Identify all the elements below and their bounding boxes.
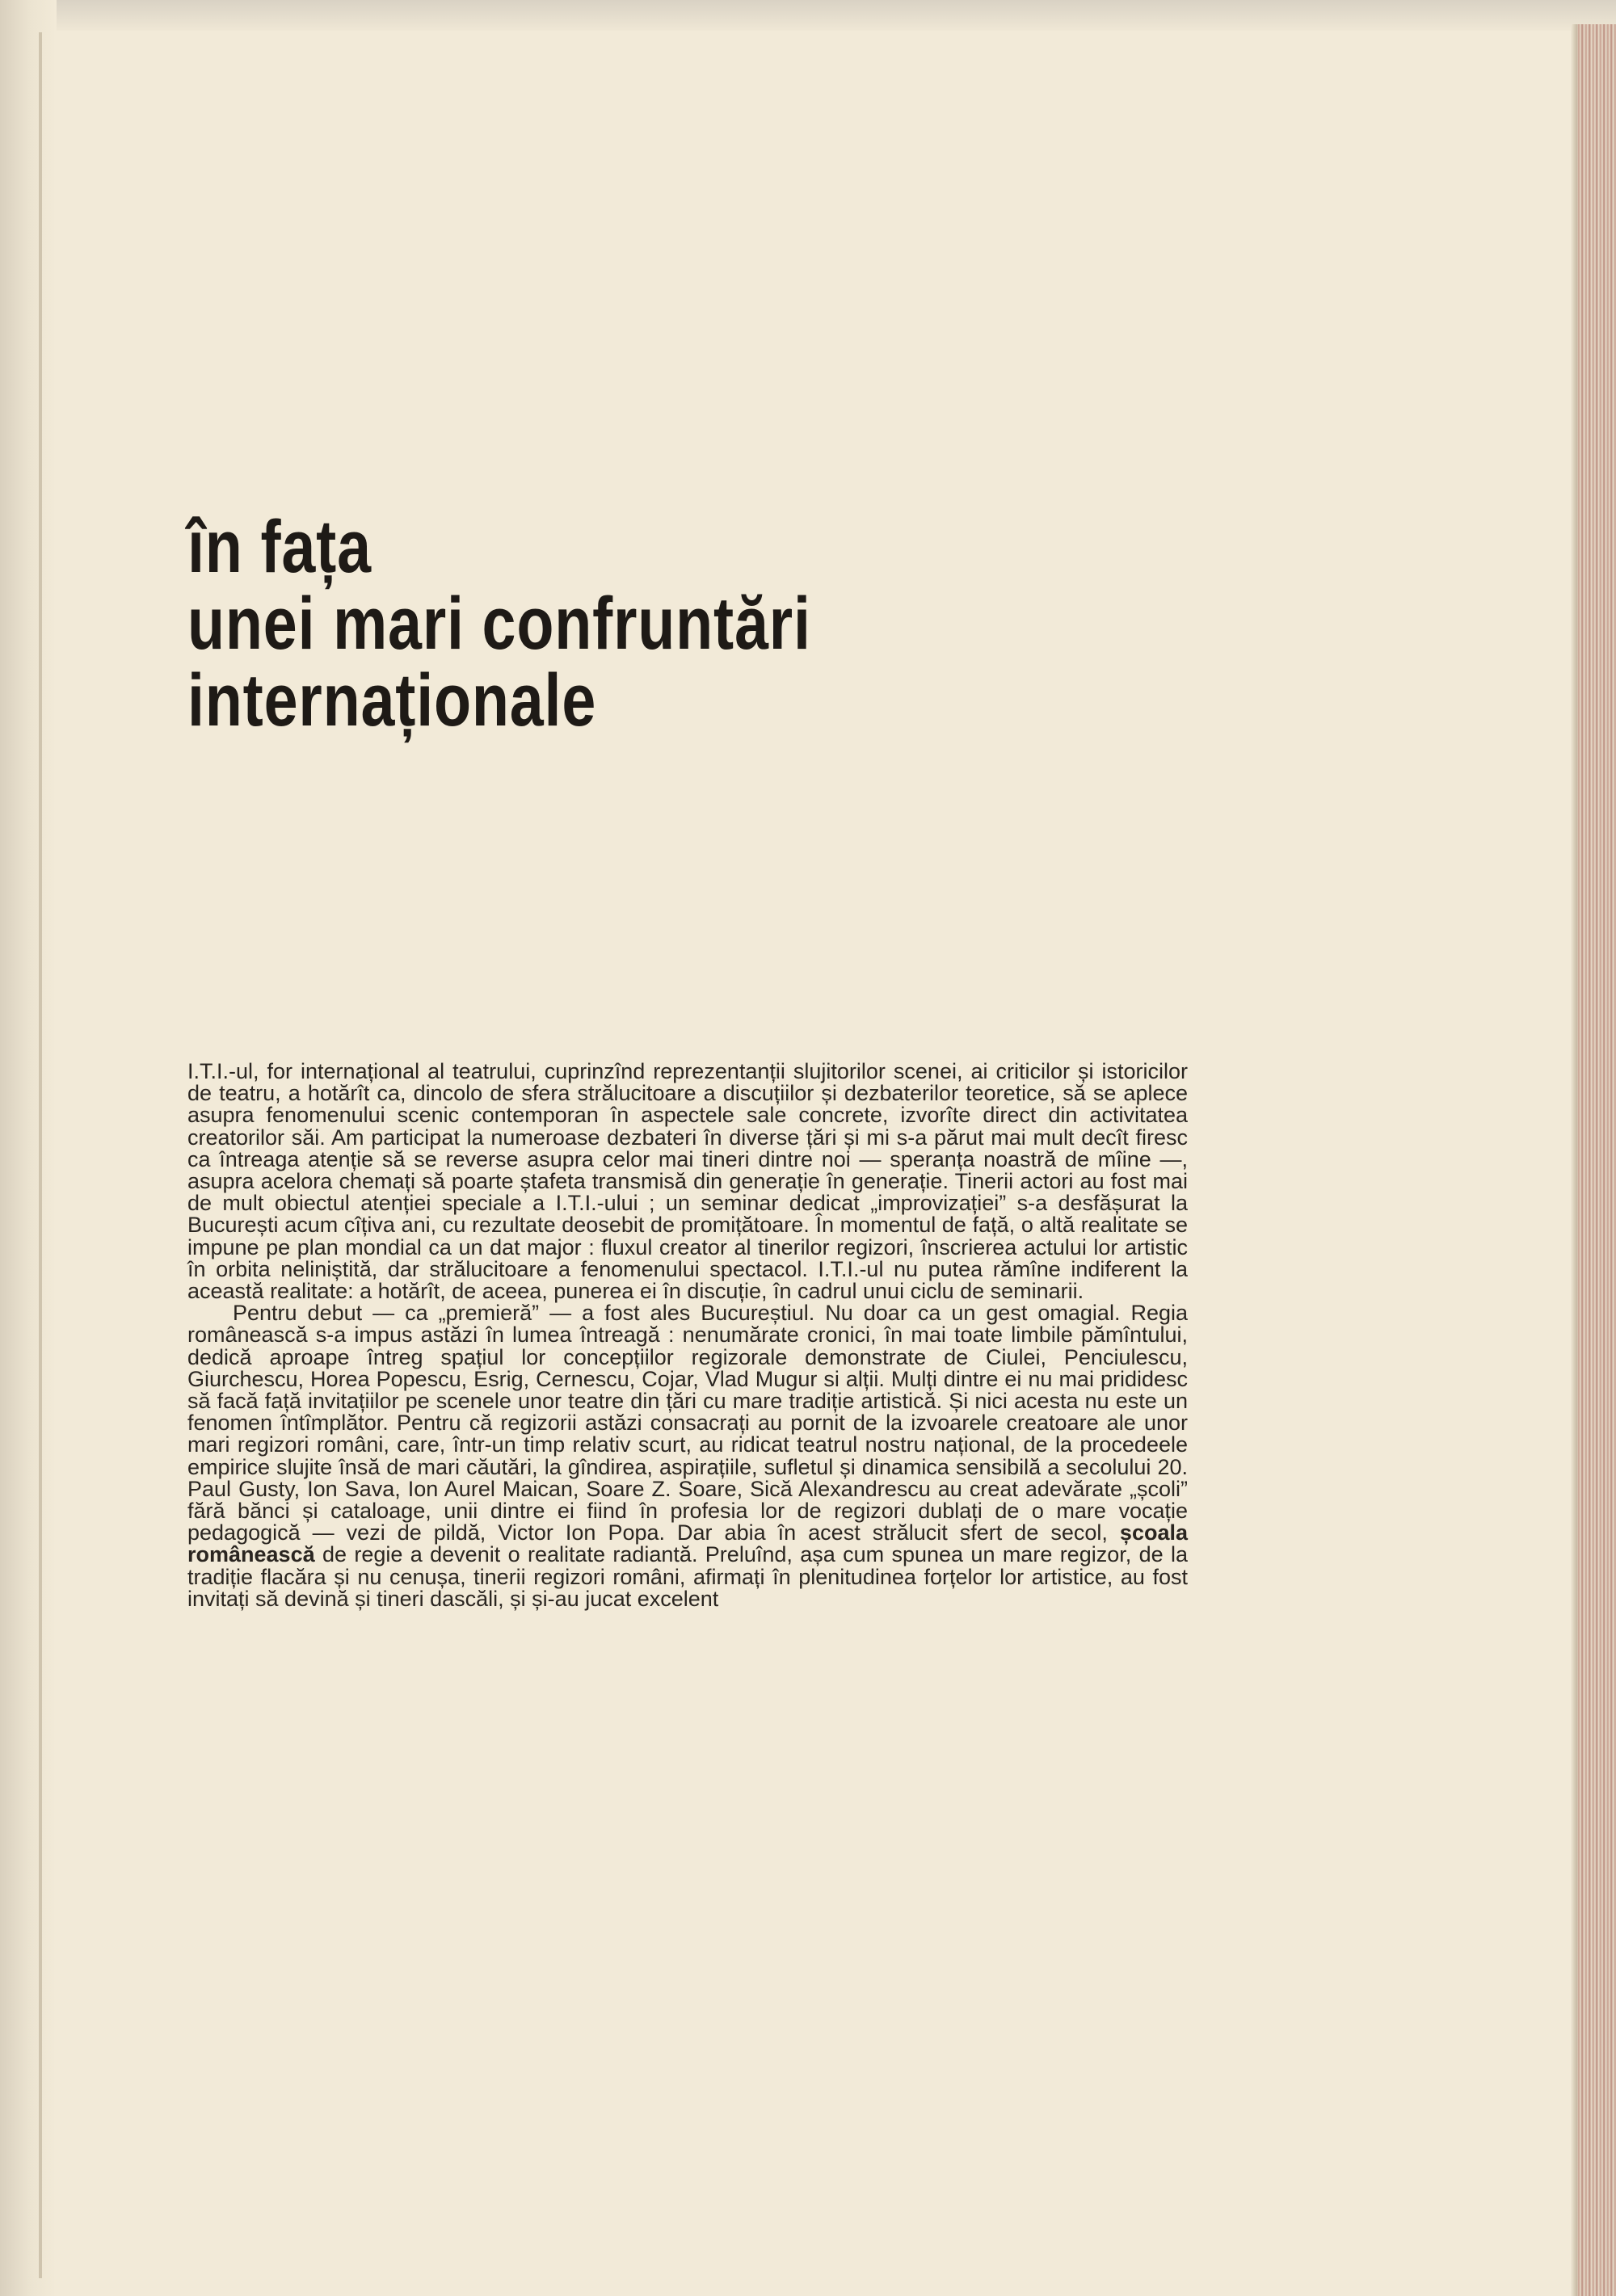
- paragraph-2-part-1: Pentru debut — ca „premieră” — a fost ales Bucureștiul. Nu doar ca un gest omagial. Regia românească s-a impus astăzi în lumea întreagă : nenumărate cronici, în mai toate limbile pămîntului, dedică aproape întreg spațiul lor concepțiilor regizorale demonstrate de Ciulei, Penciulescu, Giurchescu, Horea Popescu, Esrig, Cernescu, Cojar, Vlad Mugur si alții. Mulți dintre ei nu mai prididesc să facă față invitațiilor pe scenele unor teatre din țări cu mare tradiție artistică. Și nici acesta nu este un fenomen întîmplător. Pentru că regizorii astăzi consacrați au pornit de la izvoarele creatoare ale unor mari regizori români, care, într-un timp relativ scurt, au ridicat teatrul nostru național, de la procedeele empirice slujite însă de mari căutări, la gîndirea, aspirațiile, sufletul și dinamica sensibilă a secolului 20. Paul Gusty, Ion Sava, Ion Aurel Maican, Soare Z. Soare, Sică Alexandrescu au creat adevărate „școli” fără bănci și cataloage, unii dintre ei fiind în profesia lor de regizori dublați de o mare vocație pedagogică — vezi de pildă, Victor Ion Popa. Dar abia în acest strălucit sfert de secol,: [187, 1301, 1188, 1545]
- title-line-3: internaționale: [187, 659, 597, 742]
- paragraph-2-bold: școala românească: [187, 1520, 1188, 1567]
- page-stack-edges: [1577, 24, 1616, 2296]
- book-gutter: [0, 0, 57, 2296]
- paragraph-2-part-2: de regie a devenit o realitate radiantă. Preluînd, așa cum spunea un mare regizor, de la tradiție flacăra și nu cenușa, tinerii regizori români, afirmați în plenitudinea forțelor lor artistice, au fost invitați să devină și tineri dascăli, și și-au jucat excelent: [187, 1542, 1188, 1611]
- article-title: [187, 506, 983, 742]
- paragraph-1: I.T.I.-ul, for internațional al teatrului, cuprinzînd reprezentanții slujitorilor scenei, ai criticilor și istoricilor de teatru, a hotărît ca, dincolo de sfera strălucitoare a discuțiilor și dezbaterilor teoretice, să se aplece asupra fenomenului scenic contemporan în aspectele sale concrete, izvorîte direct din activitatea creatorilor săi. Am participat la numeroase dezbateri în diverse țări și mi s-a părut mai mult decît firesc ca întreaga atenție să se reverse asupra celor mai tineri dintre noi — speranța noastră de mîine —, asupra acelora chemați să poarte ștafeta transmisă din generație în generație. Tinerii actori au fost mai de mult obiectul atenției speciale a I.T.I.-ului ; un seminar dedicat „improvizației” s-a desfășurat la București acum cîțiva ani, cu rezultate deosebit de promițătoare. În momentul de față, o altă realitate se impune pe plan mondial ca un dat major : fluxul creator al tinerilor regizori, înscrierea actului lor artistic în orbita neliniștită, dar strălucitoare a fenomenului spectacol. I.T.I.-ul nu putea rămîne indiferent la această realitate: a hotărît, de aceea, punerea ei în discuție, în cadrul unui ciclu de seminarii.: [187, 1059, 1188, 1304]
- paragraph-2: [187, 1302, 1188, 1610]
- article-body: [187, 1061, 1188, 1610]
- title-line-2: unei mari confruntări: [187, 582, 811, 665]
- page-top-edge: [0, 0, 1616, 31]
- title-line-1: în fața: [187, 506, 372, 588]
